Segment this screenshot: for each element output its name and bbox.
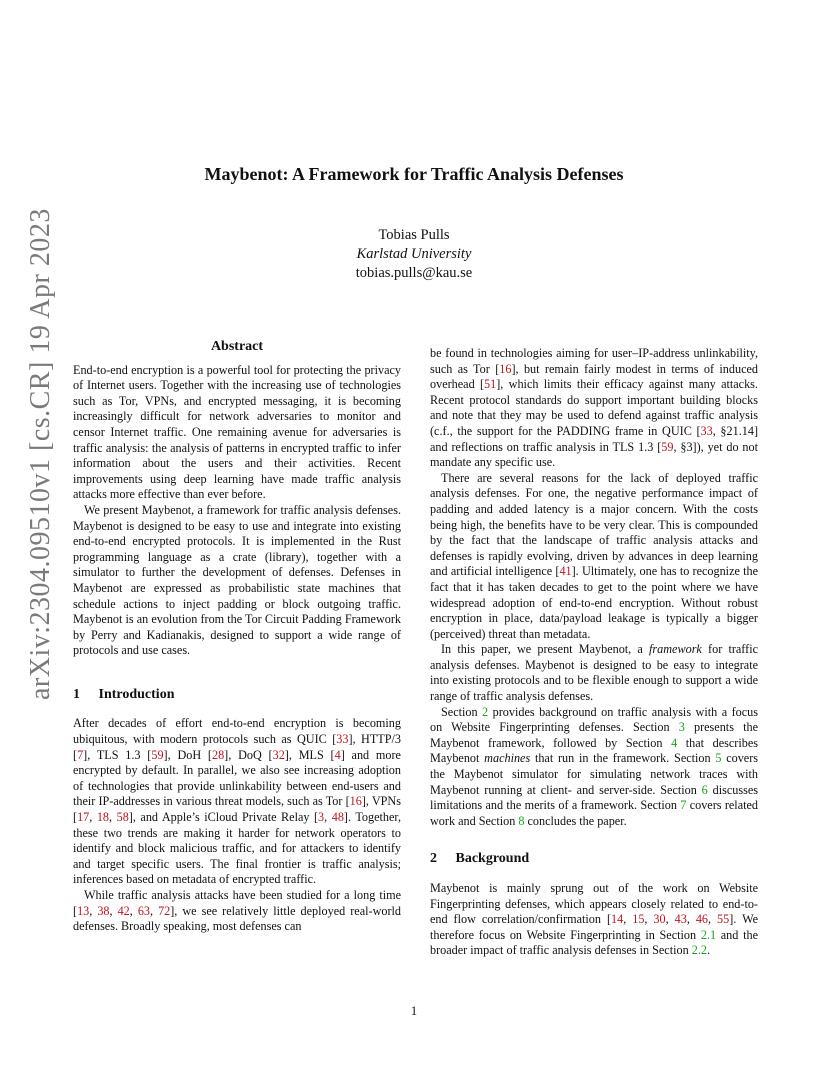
citation-link[interactable]: 7 — [77, 747, 84, 762]
section-reference-link[interactable]: 3 — [678, 720, 685, 735]
citation-link[interactable]: 55 — [717, 912, 730, 927]
citation-link[interactable]: 38 — [97, 903, 110, 918]
citation-link[interactable]: 18 — [96, 810, 110, 825]
section-reference-link[interactable]: 2.2 — [691, 943, 707, 958]
citation-link[interactable]: 32 — [272, 747, 285, 762]
section-reference-link[interactable]: 2 — [482, 704, 489, 719]
citation-link[interactable]: 72 — [158, 903, 171, 918]
abstract-heading: Abstract — [210, 339, 264, 354]
citation-link[interactable]: 63 — [137, 903, 150, 918]
citation-link[interactable]: 48 — [331, 810, 344, 825]
right-paragraph-0: be found in technologies aiming for user–IP-address unlinkability, such as Tor [16], but remain fairly modest in terms of induced overhead [51], which limits their efficacy against many attacks. Recent protocol standards do support important building blocks and note that they may be used to defend against traffic analysis (c.f., the support for the PADDING frame in QUIC [33, §21.14] and reflections on traffic analysis in TLS 1.3 [59, §3]), yet do not mandate any specific use. — [430, 346, 759, 470]
section-heading-background — [430, 851, 758, 867]
abstract-paragraph-1: End-to-end encryption is a powerful tool for protecting the privacy of Internet users. Together with the increasing use of technologies such as Tor, VPNs, and encrypted messaging, it is becoming increasingly difficult for network adversaries to monitor and censor Internet traffic. One remaining avenue for adversaries is traffic analysis: the analysis of patterns in encrypted traffic to infer information about the users and their activities. Recent improvements using deep learning have made traffic analysis attacks more effective than ever before. — [73, 362, 401, 502]
section-reference-link[interactable]: 8 — [518, 813, 525, 828]
author-name: Tobias Pulls — [378, 227, 450, 243]
abstract-paragraph-2: We present Maybenot, a framework for traffic analysis defenses. Maybenot is designed to be easy to use and integrate into existing end-to-end encrypted protocols. It is implemented in the Rust programming language as a crate (library), together with a simulator to further the development of defenses. Defenses in Maybenot are expressed as probabilistic state machines that schedule actions to inject padding or block outgoing traffic. Maybenot is an evolution from the Tor Circuit Padding Framework by Perry and Kadianakis, designed to support a wide range of protocols and use cases. — [73, 502, 401, 658]
citation-link[interactable]: 16 — [349, 794, 362, 809]
citation-link[interactable]: 33 — [336, 732, 349, 747]
citation-link[interactable]: 42 — [117, 903, 130, 918]
right-paragraph-1: There are several reasons for the lack of deployed traffic analysis defenses. For one, the negative performance impact of padding and added latency is a major concern. With the costs being high, the benefits have to be very clear. This is compounded by the fact that the landscape of traffic analysis attacks and defenses is rapidly evolving, driven by advances in deep learning and artificial intelligence [41]. Ultimately, one has to recognize the fact that it has taken decades to get to the point where we have widespread adoption of end-to-end encryption. Without robust encryption in place, data/payload leakage is typically a bigger (perceived) threat than metadata. — [430, 470, 758, 641]
section-reference-link[interactable]: 5 — [715, 751, 722, 766]
right-paragraph-3: Section 2 provides background on traffic analysis with a focus on Website Fingerprinting defenses. Section 3 presents the Maybenot framework, followed by Section 4 that describes Maybenot machines that run in the framework. Section 5 covers the Maybenot simulator for simulating network traces with Maybenot running at client- and server-side. Section 6 discusses limitations and the merits of a framework. Section 7 covers related work and Section 8 concludes the paper. — [430, 704, 759, 828]
citation-link[interactable]: 14 — [611, 912, 624, 927]
page-number: 1 — [410, 1004, 418, 1018]
citation-link[interactable]: 33 — [700, 423, 713, 438]
section-title: Background — [455, 851, 530, 867]
citation-link[interactable]: 41 — [559, 564, 572, 579]
right-paragraph-2: In this paper, we present Maybenot, a framework for traffic analysis defenses. Maybenot is designed to be easy to integrate into existing protocols and to be flexible enough to support a wide range of traffic analysis defenses. — [430, 642, 758, 704]
citation-link[interactable]: 16 — [499, 361, 512, 376]
emphasized-text: machines — [484, 751, 531, 766]
citation-link[interactable]: 30 — [653, 912, 666, 927]
citation-link[interactable]: 51 — [484, 377, 497, 392]
citation-link[interactable]: 43 — [674, 912, 687, 927]
section-number: 2 — [430, 851, 437, 867]
citation-link[interactable]: 13 — [77, 903, 90, 918]
background-paragraph-1: Maybenot is mainly sprung out of the work on Website Fingerprinting defenses, which appears closely related to end-to-end flow correlation/confirmation [14, 15, 30, 43, 46, 55]. We therefore focus on Website Fingerprinting in Section 2.1 and the broader impact of traffic analysis defenses in Section 2.2. — [430, 881, 759, 958]
section-reference-link[interactable]: 2.1 — [700, 927, 717, 942]
author-block — [0, 226, 828, 283]
intro-paragraph-1: After decades of effort end-to-end encryption is becoming ubiquitous, with modern protocols such as QUIC [33], HTTP/3 [7], TLS 1.3 [59], DoH [28], DoQ [32], MLS [4] and more encrypted by default. In parallel, we also see increasing adoption of technologies that provide unlinkability between end-users and their IP-addresses in various threat models, such as Tor [16], VPNs [17, 18, 58], and Apple’s iCloud Private Relay [3, 48]. Together, these two trends are making it harder for network operators to identify and block malicious traffic, and for attackers to identify and target specific users. The final frontier is traffic analysis; inferences based on metadata of encrypted traffic. — [73, 716, 402, 887]
author-affiliation: Karlstad University — [356, 246, 472, 262]
citation-link[interactable]: 46 — [695, 912, 709, 927]
author-email[interactable]: tobias.pulls@kau.se — [355, 265, 473, 281]
section-reference-link[interactable]: 4 — [671, 735, 678, 750]
section-reference-link[interactable]: 6 — [701, 782, 708, 797]
citation-link[interactable]: 28 — [211, 747, 225, 762]
intro-paragraph-2: While traffic analysis attacks have been studied for a long time [13, 38, 42, 63, 72], we see relatively little deployed real-world defenses. Broadly speaking, most defenses can — [73, 888, 401, 934]
section-number: 1 — [73, 686, 80, 702]
section-reference-link[interactable]: 7 — [680, 798, 687, 813]
section-title: Introduction — [98, 686, 175, 702]
citation-link[interactable]: 58 — [116, 810, 129, 825]
citation-link[interactable]: 17 — [77, 810, 90, 825]
left-column — [73, 339, 401, 935]
arxiv-identifier: arXiv:2304.09510v1 [cs.CR] 19 Apr 2023 — [25, 208, 56, 700]
right-column — [430, 346, 758, 959]
section-heading-introduction — [73, 687, 401, 703]
emphasized-text: framework — [649, 642, 702, 657]
citation-link[interactable]: 15 — [632, 912, 645, 927]
citation-link[interactable]: 59 — [151, 747, 164, 762]
citation-link[interactable]: 59 — [661, 439, 674, 454]
citation-link[interactable]: 4 — [334, 747, 341, 762]
citation-link[interactable]: 3 — [318, 810, 325, 825]
paper-title: Maybenot: A Framework for Traffic Analysis Defenses — [204, 164, 624, 184]
